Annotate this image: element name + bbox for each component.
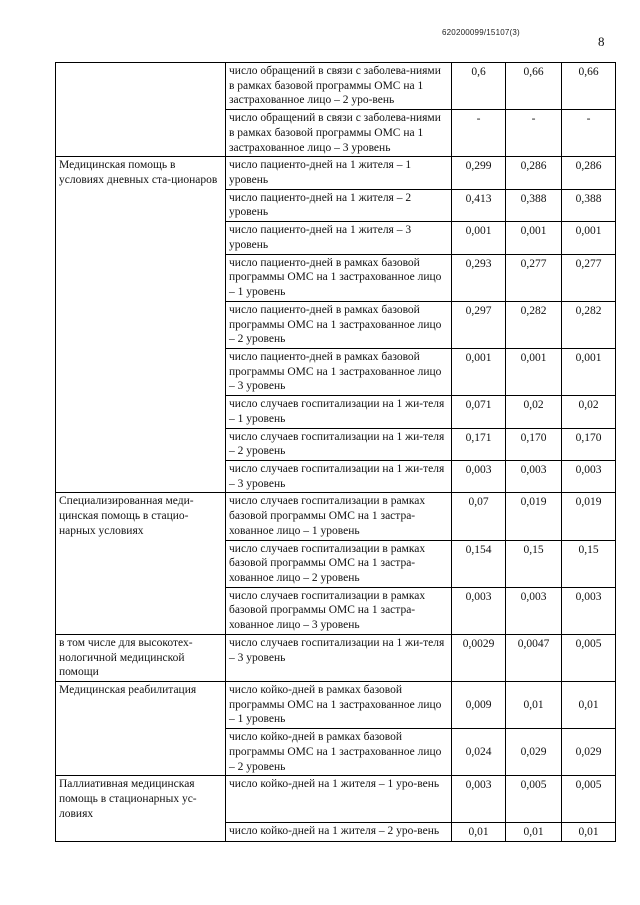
value-cell: 0,293 xyxy=(452,254,506,301)
indicator-cell: число пациенто-дней в рамках базовой программы ОМС на 1 застрахованное лицо – 2 уровень xyxy=(226,301,452,348)
section-cell xyxy=(56,222,226,254)
table-row xyxy=(56,729,616,776)
value-cell: 0,413 xyxy=(452,189,506,221)
value-cell: 0,282 xyxy=(562,301,616,348)
table-row xyxy=(56,110,616,157)
indicator-cell: число обращений в связи с заболева-ниями в рамках базовой программы ОМС на 1 застрахованное лицо – 3 уровень xyxy=(226,110,452,157)
section-cell: в том числе для высокотех-нологичной медицинской помощи xyxy=(56,634,226,681)
value-cell: 0,019 xyxy=(562,493,616,540)
value-cell: 0,6 xyxy=(452,63,506,110)
table-row xyxy=(56,823,616,842)
value-cell: 0,07 xyxy=(452,493,506,540)
table-row xyxy=(56,222,616,254)
value-cell: 0,005 xyxy=(506,776,562,823)
value-cell: 0,277 xyxy=(562,254,616,301)
section-cell xyxy=(56,110,226,157)
value-cell: 0,003 xyxy=(506,587,562,634)
section-cell: Специализированная меди-цинская помощь в стацио-нарных условиях xyxy=(56,493,226,540)
value-cell: 0,001 xyxy=(562,348,616,395)
value-cell: 0,170 xyxy=(562,428,616,460)
value-cell: - xyxy=(452,110,506,157)
value-cell: 0,003 xyxy=(562,587,616,634)
value-cell: 0,282 xyxy=(506,301,562,348)
value-cell: 0,286 xyxy=(562,157,616,189)
value-cell: 0,003 xyxy=(562,460,616,492)
value-cell: 0,003 xyxy=(452,587,506,634)
indicator-cell: число случаев госпитализации в рамках базовой программы ОМС на 1 застра-хованное лицо – 3 уровень xyxy=(226,587,452,634)
value-cell: 0,170 xyxy=(506,428,562,460)
value-cell: 0,299 xyxy=(452,157,506,189)
table-row xyxy=(56,682,616,729)
value-cell: 0,66 xyxy=(506,63,562,110)
indicator-cell: число койко-дней на 1 жителя – 2 уро-вень xyxy=(226,823,452,842)
section-cell xyxy=(56,587,226,634)
indicator-cell: число койко-дней в рамках базовой программы ОМС на 1 застрахованное лицо – 1 уровень xyxy=(226,682,452,729)
value-cell: 0,15 xyxy=(506,540,562,587)
table-row xyxy=(56,493,616,540)
indicator-cell: число случаев госпитализации на 1 жи-теля – 3 уровень xyxy=(226,460,452,492)
section-cell: Паллиативная медицинская помощь в стационарных ус-ловиях xyxy=(56,776,226,823)
value-cell: 0,388 xyxy=(506,189,562,221)
value-cell: 0,001 xyxy=(452,348,506,395)
value-cell: 0,171 xyxy=(452,428,506,460)
indicator-cell: число пациенто-дней на 1 жителя – 3 уровень xyxy=(226,222,452,254)
value-cell: 0,005 xyxy=(562,634,616,681)
section-cell xyxy=(56,823,226,842)
table-row xyxy=(56,460,616,492)
section-cell xyxy=(56,540,226,587)
value-cell: 0,003 xyxy=(452,460,506,492)
value-cell: 0,001 xyxy=(452,222,506,254)
table-row xyxy=(56,396,616,428)
value-cell: 0,001 xyxy=(506,348,562,395)
value-cell: 0,071 xyxy=(452,396,506,428)
value-cell: 0,01 xyxy=(562,823,616,842)
value-cell: 0,154 xyxy=(452,540,506,587)
section-cell xyxy=(56,729,226,776)
page-number: 8 xyxy=(598,34,605,49)
value-cell: 0,003 xyxy=(452,776,506,823)
value-cell: 0,01 xyxy=(506,823,562,842)
table-row xyxy=(56,540,616,587)
value-cell: 0,029 xyxy=(562,729,616,776)
indicator-cell: число пациенто-дней на 1 жителя – 1 уровень xyxy=(226,157,452,189)
section-cell xyxy=(56,254,226,301)
table-row xyxy=(56,254,616,301)
document-number: 620200099/15107(3) xyxy=(442,28,520,37)
section-cell xyxy=(56,301,226,348)
table-row xyxy=(56,189,616,221)
value-cell: 0,02 xyxy=(506,396,562,428)
table-row xyxy=(56,428,616,460)
value-cell: 0,019 xyxy=(506,493,562,540)
value-cell: 0,388 xyxy=(562,189,616,221)
table-row xyxy=(56,348,616,395)
section-cell xyxy=(56,348,226,395)
value-cell: 0,009 xyxy=(452,682,506,729)
value-cell: 0,15 xyxy=(562,540,616,587)
value-cell: 0,001 xyxy=(562,222,616,254)
section-cell xyxy=(56,63,226,110)
table-row xyxy=(56,587,616,634)
indicator-cell: число пациенто-дней на 1 жителя – 2 уровень xyxy=(226,189,452,221)
value-cell: 0,0029 xyxy=(452,634,506,681)
indicator-cell: число койко-дней в рамках базовой программы ОМС на 1 застрахованное лицо – 2 уровень xyxy=(226,729,452,776)
indicator-cell: число случаев госпитализации на 1 жи-теля – 2 уровень xyxy=(226,428,452,460)
indicator-cell: число обращений в связи с заболева-ниями в рамках базовой программы ОМС на 1 застрахованное лицо – 2 уро-вень xyxy=(226,63,452,110)
indicator-cell: число койко-дней на 1 жителя – 1 уро-вень xyxy=(226,776,452,823)
section-cell xyxy=(56,428,226,460)
value-cell: 0,024 xyxy=(452,729,506,776)
value-cell: - xyxy=(506,110,562,157)
value-cell: 0,001 xyxy=(506,222,562,254)
table-row xyxy=(56,63,616,110)
section-cell: Медицинская помощь в условиях дневных ста-ционаров xyxy=(56,157,226,189)
value-cell: 0,01 xyxy=(562,682,616,729)
indicator-cell: число пациенто-дней в рамках базовой программы ОМС на 1 застрахованное лицо – 3 уровень xyxy=(226,348,452,395)
indicator-cell: число случаев госпитализации на 1 жи-теля – 3 уровень xyxy=(226,634,452,681)
indicator-cell: число случаев госпитализации в рамках базовой программы ОМС на 1 застра-хованное лицо – 1 уровень xyxy=(226,493,452,540)
value-cell: 0,01 xyxy=(452,823,506,842)
table-row xyxy=(56,776,616,823)
value-cell: 0,003 xyxy=(506,460,562,492)
value-cell: 0,02 xyxy=(562,396,616,428)
value-cell: 0,01 xyxy=(506,682,562,729)
indicator-cell: число случаев госпитализации в рамках базовой программы ОМС на 1 застра-хованное лицо – 2 уровень xyxy=(226,540,452,587)
indicator-cell: число случаев госпитализации на 1 жи-теля – 1 уровень xyxy=(226,396,452,428)
value-cell: 0,277 xyxy=(506,254,562,301)
table-row xyxy=(56,157,616,189)
indicators-table xyxy=(55,62,616,842)
value-cell: 0,029 xyxy=(506,729,562,776)
table-row xyxy=(56,634,616,681)
section-cell: Медицинская реабилитация xyxy=(56,682,226,729)
value-cell: - xyxy=(562,110,616,157)
value-cell: 0,286 xyxy=(506,157,562,189)
indicator-cell: число пациенто-дней в рамках базовой программы ОМС на 1 застрахованное лицо – 1 уровень xyxy=(226,254,452,301)
table-row xyxy=(56,301,616,348)
value-cell: 0,66 xyxy=(562,63,616,110)
section-cell xyxy=(56,189,226,221)
value-cell: 0,005 xyxy=(562,776,616,823)
section-cell xyxy=(56,460,226,492)
value-cell: 0,297 xyxy=(452,301,506,348)
section-cell xyxy=(56,396,226,428)
value-cell: 0,0047 xyxy=(506,634,562,681)
